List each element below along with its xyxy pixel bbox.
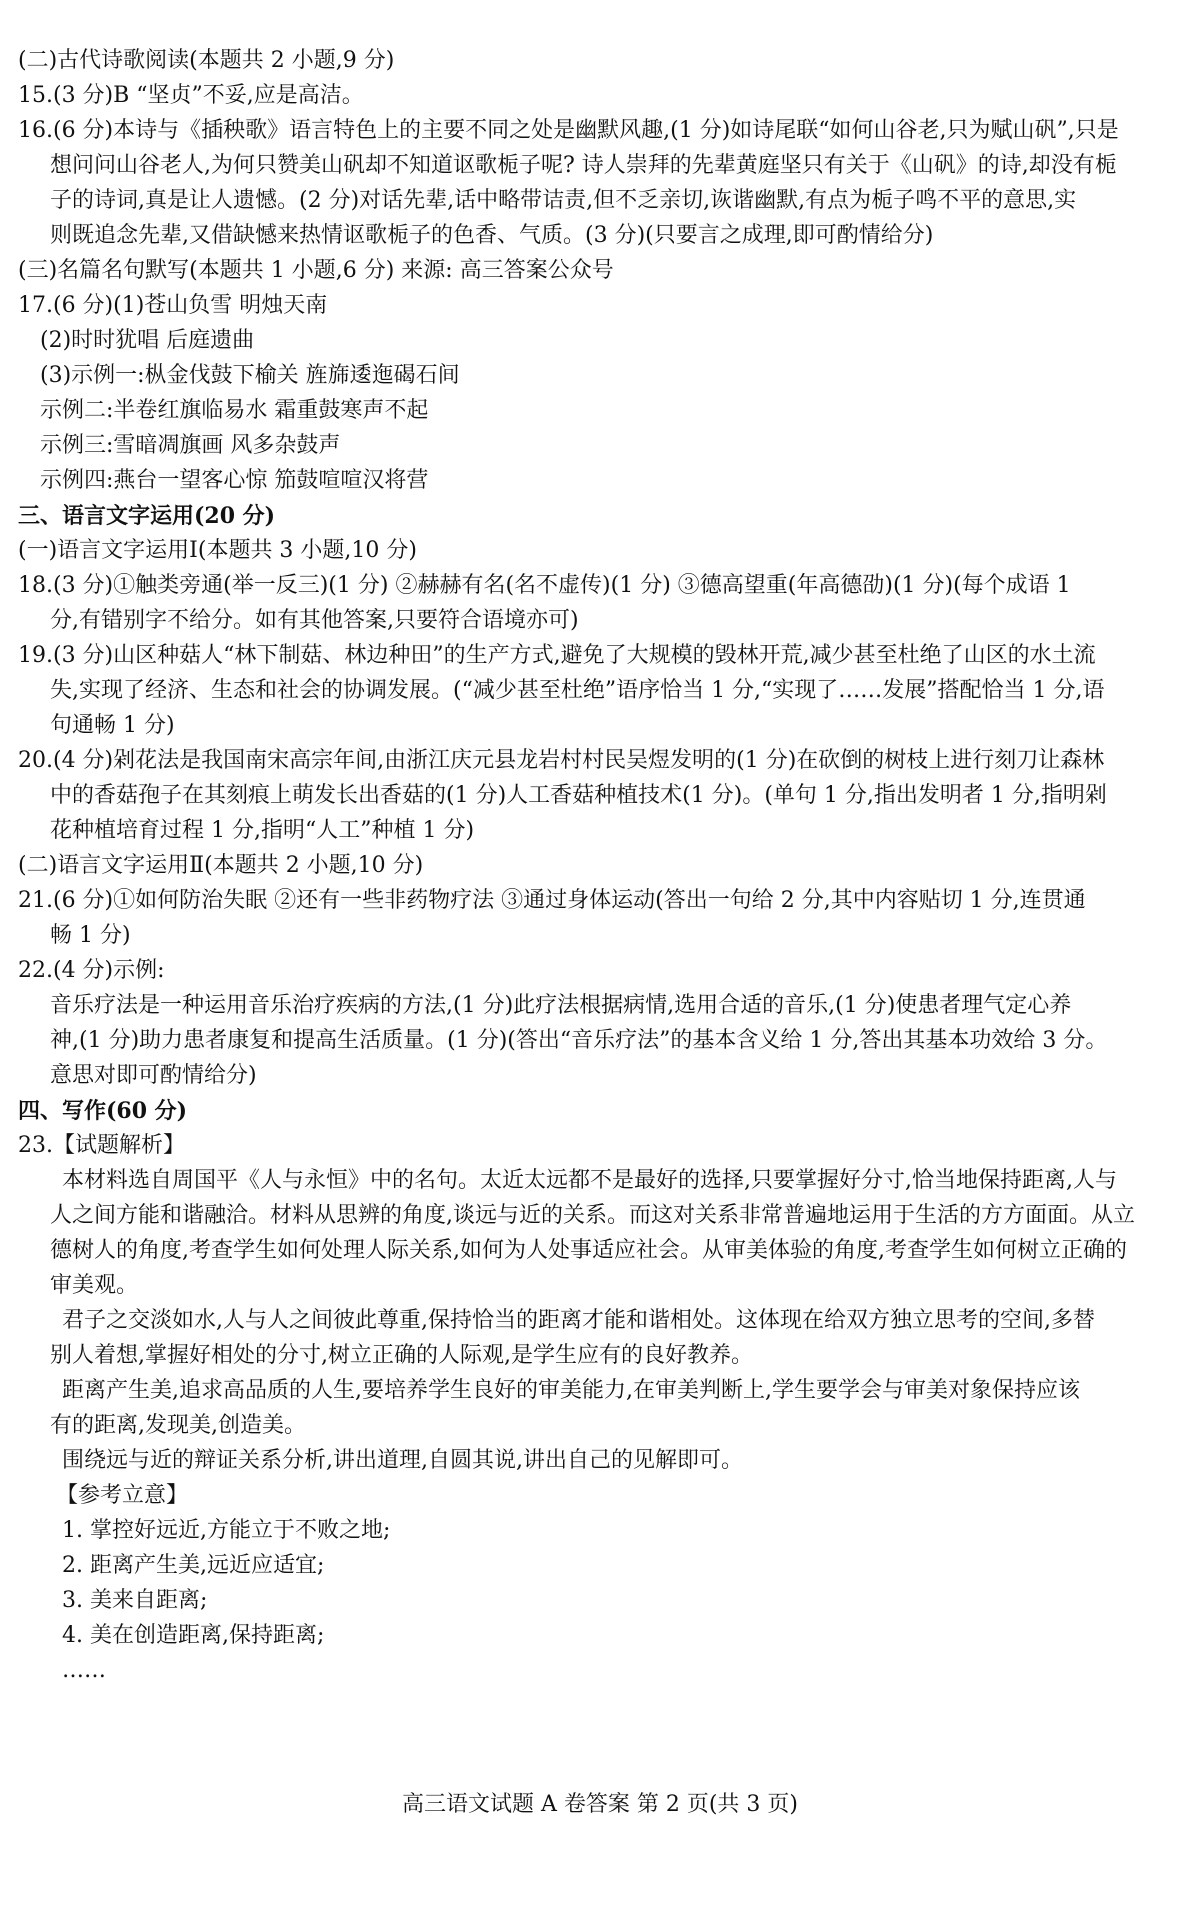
list-item: 1. 掌控好远近,方能立于不败之地; <box>62 1518 391 1543</box>
answer-line: 23.【试题解析】 <box>18 1133 185 1158</box>
answer-line: 花种植培育过程 1 分,指明“人工”种植 1 分) <box>50 818 475 843</box>
answer-line: 17.(6 分)(1)苍山负雪 明烛天南 <box>18 293 328 318</box>
paragraph-line: 人之间方能和谐融洽。材料从思辨的角度,谈远与近的关系。而这对关系非常普遍地运用于生活的方方面面。从立 <box>50 1203 1135 1228</box>
section-heading: (二)古代诗歌阅读(本题共 2 小题,9 分) <box>18 48 395 73</box>
answer-line: 示例三:雪暗凋旗画 风多杂鼓声 <box>40 433 341 458</box>
paragraph-line: 距离产生美,追求高品质的人生,要培养学生良好的审美能力,在审美判断上,学生要学会与审美对象保持应该 <box>62 1378 1080 1403</box>
list-item: 2. 距离产生美,远近应适宜; <box>62 1553 325 1578</box>
answer-line: 19.(3 分)山区种菇人“林下制菇、林边种田”的生产方式,避免了大规模的毁林开荒,减少甚至杜绝了山区的水土流 <box>18 643 1096 668</box>
paragraph-line: 别人着想,掌握好相处的分寸,树立正确的人际观,是学生应有的良好教养。 <box>50 1343 753 1368</box>
answer-line: 20.(4 分)剁花法是我国南宋高宗年间,由浙江庆元县龙岩村村民吴煜发明的(1 分)在砍倒的树枝上进行刻刀让森林 <box>18 748 1105 773</box>
answer-line: 中的香菇孢子在其刻痕上萌发长出香菇的(1 分)人工香菇种植技术(1 分)。(单句 1 分,指出发明者 1 分,指明剁 <box>50 783 1107 808</box>
answer-line: 21.(6 分)①如何防治失眠 ②还有一些非药物疗法 ③通过身体运动(答出一句给 2 分,其中内容贴切 1 分,连贯通 <box>18 888 1086 913</box>
list-item: 3. 美来自距离; <box>62 1588 208 1613</box>
paragraph-line: 审美观。 <box>50 1273 139 1298</box>
ellipsis-line: …… <box>62 1658 106 1683</box>
paragraph-line: 本材料选自周国平《人与永恒》中的名句。太近太远都不是最好的选择,只要掌握好分寸,恰当地保持距离,人与 <box>62 1168 1117 1193</box>
answer-line: 畅 1 分) <box>50 923 131 948</box>
answer-line: 失,实现了经济、生态和社会的协调发展。(“减少甚至杜绝”语序恰当 1 分,“实现了……发展”搭配恰当 1 分,语 <box>50 678 1105 703</box>
list-item: 4. 美在创造距离,保持距离; <box>62 1623 325 1648</box>
paragraph-line: 君子之交淡如水,人与人之间彼此尊重,保持恰当的距离才能和谐相处。这体现在给双方独立思考的空间,多替 <box>62 1308 1095 1333</box>
answer-line: (2)时时犹唱 后庭遗曲 <box>40 328 255 353</box>
page-footer: 高三语文试题 A 卷答案 第 2 页(共 3 页) <box>401 1792 798 1817</box>
answer-line: 想问问山谷老人,为何只赞美山矾却不知道讴歌栀子呢? 诗人崇拜的先辈黄庭坚只有关于《山矾》的诗,却没有栀 <box>50 153 1117 178</box>
part-heading: 三、语言文字运用(20 分) <box>18 503 276 529</box>
section-heading: (一)语言文字运用Ⅰ(本题共 3 小题,10 分) <box>18 538 417 563</box>
answer-line: 示例二:半卷红旗临易水 霜重鼓寒声不起 <box>40 398 429 423</box>
answer-line: 音乐疗法是一种运用音乐治疗疾病的方法,(1 分)此疗法根据病情,选用合适的音乐,(1 分)使患者理气定心养 <box>50 993 1072 1018</box>
answer-line: 意思对即可酌情给分) <box>50 1063 257 1088</box>
answer-line: 分,有错别字不给分。如有其他答案,只要符合语境亦可) <box>50 608 579 633</box>
answer-line: 16.(6 分)本诗与《插秧歌》语言特色上的主要不同之处是幽默风趣,(1 分)如诗尾联“如何山谷老,只为赋山矾”,只是 <box>18 118 1119 143</box>
answer-line: (3)示例一:枞金伐鼓下榆关 旌旆逶迤碣石间 <box>40 363 460 388</box>
part-heading: 四、写作(60 分) <box>18 1098 188 1124</box>
answer-line: 18.(3 分)①触类旁通(举一反三)(1 分) ②赫赫有名(名不虚传)(1 分) ③德高望重(年高德劭)(1 分)(每个成语 1 <box>18 573 1071 598</box>
answer-line: 句通畅 1 分) <box>50 713 175 738</box>
answer-line: 示例四:燕台一望客心惊 笳鼓喧喧汉将营 <box>40 468 429 493</box>
answer-line: 则既追念先辈,又借缺憾来热情讴歌栀子的色香、气质。(3 分)(只要言之成理,即可酌情给分) <box>50 223 934 248</box>
paragraph-line: 有的距离,发现美,创造美。 <box>50 1413 306 1438</box>
paragraph-line: 德树人的角度,考查学生如何处理人际关系,如何为人处事适应社会。从审美体验的角度,考查学生如何树立正确的 <box>50 1238 1127 1263</box>
sub-heading: 【参考立意】 <box>56 1483 189 1508</box>
answer-line: 子的诗词,真是让人遗憾。(2 分)对话先辈,话中略带诘责,但不乏亲切,诙谐幽默,有点为栀子鸣不平的意思,实 <box>50 188 1077 213</box>
answer-line: 神,(1 分)助力患者康复和提高生活质量。(1 分)(答出“音乐疗法”的基本含义给 1 分,答出其基本功效给 3 分。 <box>50 1028 1108 1053</box>
paragraph-line: 围绕远与近的辩证关系分析,讲出道理,自圆其说,讲出自己的见解即可。 <box>62 1448 743 1473</box>
answer-line: 15.(3 分)B “坚贞”不妥,应是高洁。 <box>18 83 364 108</box>
answer-line: 22.(4 分)示例: <box>18 958 165 983</box>
section-heading: (二)语言文字运用Ⅱ(本题共 2 小题,10 分) <box>18 853 424 878</box>
section-heading: (三)名篇名句默写(本题共 1 小题,6 分) 来源: 高三答案公众号 <box>18 258 614 283</box>
